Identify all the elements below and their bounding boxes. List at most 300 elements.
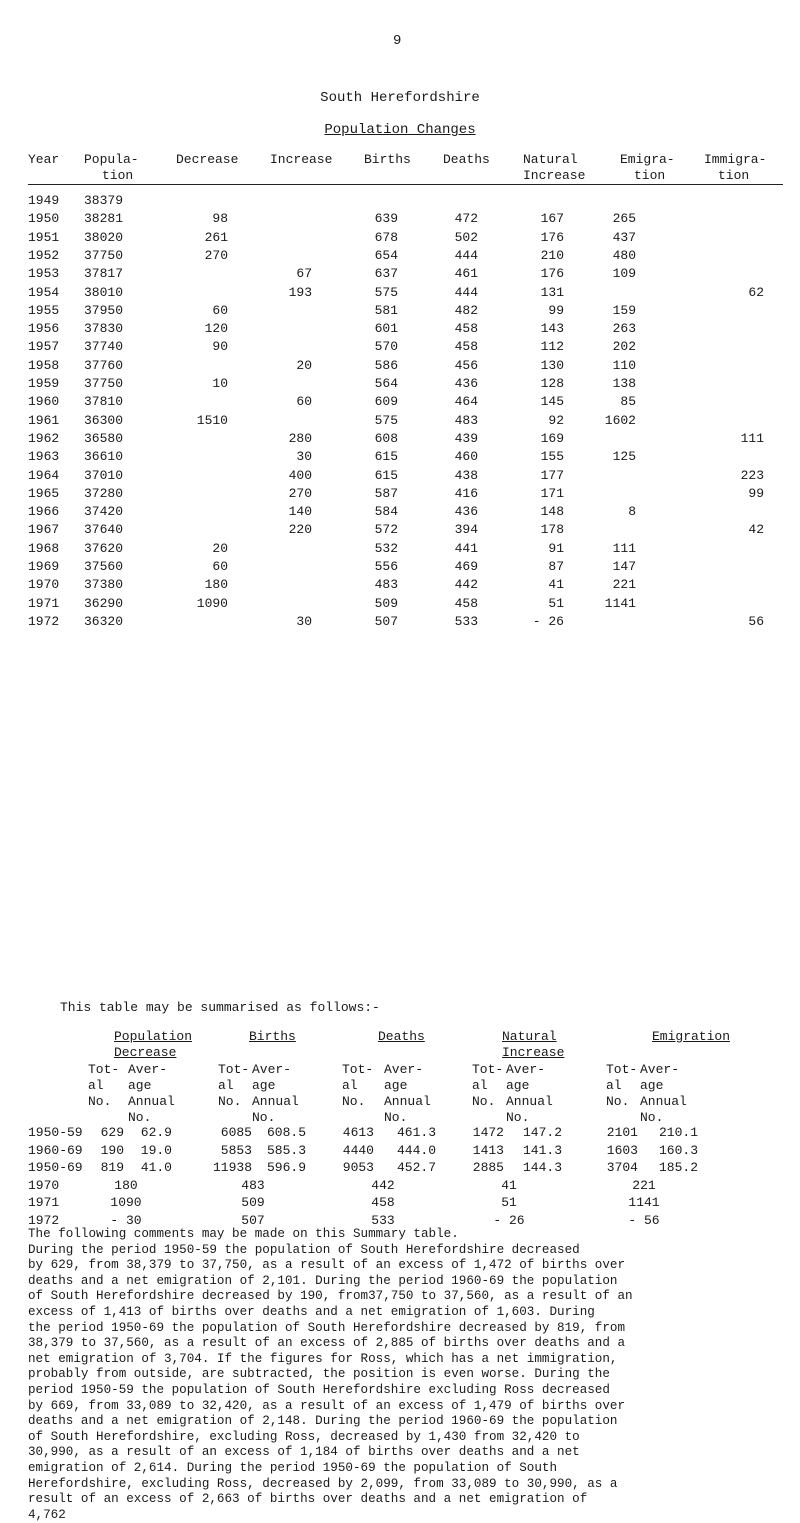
table-cell: 483 [454,412,478,428]
summary-row [0,1160,800,1178]
summary-cell: 160.3 [658,1142,698,1158]
table-row [0,285,800,303]
table-cell: 138 [612,376,636,391]
summary-cell: 442 [371,1177,395,1193]
summary-cell: 608.5 [266,1125,306,1140]
summary-cell: 1141 [628,1195,660,1210]
table-cell: 37640 [84,522,124,538]
table-cell: 37280 [84,485,124,501]
col-header-decrease: Decrease [176,152,239,167]
table-cell: 38379 [84,193,124,208]
table-cell: 112 [540,339,564,355]
summary-subheader-total [342,1062,373,1110]
table-cell: 556 [374,559,398,574]
table-cell: 608 [374,430,398,446]
col-header-immigration-line1: Immigra- [704,152,767,167]
summary-subheader-average-line: No. [128,1110,152,1125]
summary-cell: 509 [241,1195,265,1210]
summary-subheader-total-line: Tot- [606,1062,638,1077]
table-cell: 1964 [28,467,60,483]
summary-cell: 1960-69 [28,1142,83,1158]
summary-group-deaths: Deaths [378,1029,425,1044]
page-subtitle [0,122,800,138]
summary-subheader-average-line: Annual [252,1094,299,1109]
table-cell: 570 [374,339,398,355]
table-cell: 8 [628,504,636,520]
table-cell: 654 [374,247,398,263]
summary-subheader-average-line: No. [506,1110,530,1125]
table-cell: 482 [454,302,478,318]
table-cell: 36580 [84,430,124,446]
summary-row [0,1125,800,1143]
summary-cell: 144.3 [522,1160,562,1175]
table-cell: 458 [454,339,478,355]
col-header-natural-line1: Natural [523,152,578,167]
page-title: South Herefordshire [320,90,480,106]
summary-cell: 190 [100,1142,124,1158]
table-cell: 143 [540,321,564,337]
table-cell: 438 [454,467,478,483]
summary-subheader-average-line: Aver- [252,1062,292,1077]
summary-cell: 819 [100,1160,124,1175]
table-cell: 1090 [196,595,228,611]
table-cell: 37740 [84,339,124,355]
summary-subheader-total-line: No. [472,1094,496,1109]
summary-cell: 147.2 [522,1125,562,1140]
table-cell: 460 [454,449,478,465]
table-cell: 36610 [84,449,124,465]
summary-subheader-total-line: al [88,1078,104,1093]
table-row [0,596,800,614]
table-cell: 37830 [84,321,124,337]
table-row [0,358,800,376]
summary-subheader-average-line: age [128,1078,152,1093]
table-cell: 609 [374,394,398,410]
summary-cell: 533 [371,1212,395,1228]
table-cell: 637 [374,266,398,282]
table-cell: 575 [374,284,398,300]
summary-cell: 185.2 [658,1160,698,1175]
table-cell: 38020 [84,229,124,245]
table-cell: 37760 [84,357,124,373]
table-cell: 444 [454,284,478,300]
summary-subheader-average-line: age [506,1078,530,1093]
table-cell: 147 [612,559,636,574]
table-cell: 533 [454,613,478,629]
summary-cell: 1090 [110,1195,142,1210]
summary-subheader-average-line: Aver- [506,1062,546,1077]
table-cell: 130 [540,357,564,373]
summary-subheader-total-line: No. [218,1094,242,1109]
table-cell: 639 [374,211,398,227]
table-row [0,266,800,284]
table-cell: 60 [212,302,228,318]
table-cell: 99 [548,302,564,318]
summary-cell: 1972 [28,1212,60,1228]
summary-subheader-total-line: al [218,1078,234,1093]
table-cell: 1949 [28,193,60,208]
table-row [0,431,800,449]
table-row [0,230,800,248]
col-header-population-line1: Popula- [84,152,139,167]
summary-group-natural-line1: Natural [502,1029,557,1044]
summary-subheader-average-line: No. [252,1110,276,1125]
table-cell: 1971 [28,595,60,611]
table-row [0,468,800,486]
subtitle-text: Population Changes [324,122,476,138]
summary-cell: 1950-59 [28,1125,83,1140]
table-cell: 1602 [604,412,636,428]
summary-subheader-average-line: No. [384,1110,408,1125]
table-cell: 37380 [84,577,124,593]
table-cell: 167 [540,211,564,227]
summary-subheader-average [128,1062,175,1126]
summary-row [0,1195,800,1213]
summary-subheader-average-line: Aver- [384,1062,424,1077]
table-cell: 458 [454,595,478,611]
table-cell: 37620 [84,540,124,556]
table-row [0,339,800,357]
table-cell: 20 [212,540,228,556]
summary-subheader-average [640,1062,687,1126]
table-cell: 91 [548,540,564,556]
table-cell: 1141 [604,595,636,611]
table-cell: 564 [374,376,398,391]
table-cell: 37950 [84,302,124,318]
table-row [0,248,800,266]
summary-subheader-total-line: Tot- [88,1062,120,1077]
table-cell: 193 [288,284,312,300]
table-cell: 575 [374,412,398,428]
table-row [0,394,800,412]
col-header-immigration [704,152,766,184]
summary-cell: - 30 [110,1212,142,1228]
table-cell: 128 [540,376,564,391]
summary-subheader-average-line: Aver- [128,1062,168,1077]
table-cell: 1959 [28,376,60,391]
table-cell: 171 [540,485,564,501]
table-cell: 37010 [84,467,124,483]
table-cell: 458 [454,321,478,337]
table-cell: 36300 [84,412,124,428]
summary-subheader-total [218,1062,249,1110]
table-cell: 62 [748,284,764,300]
summary-group-natural [502,1029,564,1061]
table-row [0,504,800,522]
col-header-emigration-line2: tion [634,168,666,183]
table-row [0,193,800,211]
summary-cell: 629 [100,1125,124,1140]
table-row [0,559,800,577]
table-cell: 442 [454,577,478,593]
table-cell: 483 [374,577,398,593]
table-cell: 148 [540,504,564,520]
header-rule [28,184,783,185]
table-cell: 436 [454,504,478,520]
table-cell: 437 [612,229,636,245]
summary-subheader-total-line: al [472,1078,488,1093]
summary-subheader-total-line: al [342,1078,358,1093]
col-header-emigration-line1: Emigra- [620,152,675,167]
table-cell: 1968 [28,540,60,556]
summary-cell: 483 [241,1177,265,1193]
table-cell: 601 [374,321,398,337]
table-cell: 220 [288,522,312,538]
table-cell: 110 [612,357,636,373]
summary-subheader-total-line: No. [606,1094,630,1109]
summary-cell: 1950-69 [28,1160,83,1175]
table-cell: 223 [740,467,764,483]
table-cell: 678 [374,229,398,245]
summary-subheader-total [472,1062,503,1110]
table-cell: 439 [454,430,478,446]
summary-subheader-average-line: Annual [640,1094,687,1109]
summary-cell: 19.0 [140,1142,172,1158]
col-header-births: Births [364,152,411,167]
summary-cell: 452.7 [396,1160,436,1175]
table-cell: 37750 [84,376,124,391]
table-cell: 263 [612,321,636,337]
col-header-deaths: Deaths [443,152,490,167]
summary-subheader-total-line: Tot- [218,1062,250,1077]
summary-cell: 4440 [342,1142,374,1158]
table-row [0,486,800,504]
summary-cell: 2885 [472,1160,504,1175]
summary-cell: 596.9 [266,1160,306,1175]
table-cell: 1960 [28,394,60,410]
table-cell: 416 [454,485,478,501]
table-cell: 572 [374,522,398,538]
table-cell: 615 [374,449,398,465]
table-cell: 461 [454,266,478,282]
table-cell: 265 [612,211,636,227]
summary-group-population-line2: Decrease [114,1045,177,1060]
table-cell: 1510 [196,412,228,428]
table-cell: 1970 [28,577,60,593]
table-cell: 30 [296,449,312,465]
summary-subheader-average-line: age [252,1078,276,1093]
summary-row [0,1143,800,1161]
summary-group-natural-line2: Increase [502,1045,565,1060]
summary-cell: - 26 [493,1212,525,1228]
table-cell: 37750 [84,247,124,263]
summary-cell: 461.3 [396,1125,436,1140]
summary-subheader-total [88,1062,119,1110]
summary-cell: 507 [241,1212,265,1228]
summary-cell: 6085 [220,1125,252,1140]
table-cell: 1967 [28,522,60,538]
summary-cell: 62.9 [140,1125,172,1140]
summary-subheader-average [252,1062,299,1126]
table-row [0,577,800,595]
col-header-increase: Increase [270,152,333,167]
col-header-emigration [620,152,675,184]
table-cell: 111 [740,430,764,446]
summary-cell: 1970 [28,1177,60,1193]
table-cell: 1969 [28,559,60,574]
summary-subheader-average-line: Aver- [640,1062,680,1077]
col-header-natural-line2: Increase [523,168,586,183]
summary-cell: 11938 [212,1160,252,1175]
summary-subheader-total-line: Tot- [472,1062,504,1077]
table-cell: 30 [296,613,312,629]
summary-cell: 4613 [342,1125,374,1140]
table-cell: 1955 [28,302,60,318]
table-cell: 261 [204,229,228,245]
table-cell: 1962 [28,430,60,446]
table-cell: 111 [612,540,636,556]
table-cell: 67 [296,266,312,282]
summary-subheader-average-line: age [384,1078,408,1093]
table-cell: 280 [288,430,312,446]
col-header-natural-increase [523,152,585,184]
table-cell: 472 [454,211,478,227]
table-cell: 469 [454,559,478,574]
table-cell: 436 [454,376,478,391]
table-cell: 41 [548,577,564,593]
table-cell: 444 [454,247,478,263]
table-cell: 140 [288,504,312,520]
table-cell: 38281 [84,211,124,227]
summary-cell: 41 [501,1177,517,1193]
table-cell: 109 [612,266,636,282]
summary-group-population [114,1029,192,1061]
table-cell: 270 [204,247,228,263]
table-cell: 125 [612,449,636,465]
summary-cell: 3704 [606,1160,638,1175]
table-cell: 221 [612,577,636,593]
table-cell: 1953 [28,266,60,282]
table-cell: 90 [212,339,228,355]
table-cell: 178 [540,522,564,538]
summary-subheader-total-line: No. [342,1094,366,1109]
table-cell: 36320 [84,613,124,629]
summary-subheader-average-line: No. [640,1110,664,1125]
col-header-immigration-line2: tion [718,168,750,183]
table-cell: 1956 [28,321,60,337]
summary-cell: 5853 [220,1142,252,1158]
table-cell: 1957 [28,339,60,355]
table-cell: 1951 [28,229,60,245]
table-cell: 159 [612,302,636,318]
table-cell: 615 [374,467,398,483]
summary-subheader-total-line: al [606,1078,622,1093]
summary-subheader-average-line: Annual [384,1094,431,1109]
table-cell: 145 [540,394,564,410]
summary-cell: 221 [632,1177,656,1193]
summary-group-population-line1: Population [114,1029,193,1044]
table-cell: 176 [540,266,564,282]
col-header-population-line2: tion [102,168,134,183]
table-cell: 1965 [28,485,60,501]
summary-intro: This table may be summarised as follows:- [60,1000,380,1015]
summary-subheader-average-line: Annual [128,1094,175,1109]
table-cell: 441 [454,540,478,556]
table-cell: 37817 [84,266,124,282]
summary-group-births: Births [249,1029,296,1044]
table-cell: 180 [204,577,228,593]
table-cell: 176 [540,229,564,245]
table-cell: - 26 [532,613,564,629]
summary-cell: 585.3 [266,1142,306,1158]
table-row [0,541,800,559]
summary-subheader-average-line: age [640,1078,664,1093]
table-cell: 56 [748,613,764,629]
summary-cell: 1971 [28,1195,60,1210]
table-cell: 169 [540,430,564,446]
table-row [0,413,800,431]
table-cell: 60 [212,559,228,574]
table-row [0,321,800,339]
summary-subheader-average-line: Annual [506,1094,553,1109]
table-cell: 587 [374,485,398,501]
col-header-year: Year [28,152,60,167]
table-cell: 37560 [84,559,124,574]
table-cell: 87 [548,559,564,574]
summary-subheader-average [384,1062,431,1126]
table-cell: 85 [620,394,636,410]
table-cell: 36290 [84,595,124,611]
table-cell: 1958 [28,357,60,373]
table-cell: 120 [204,321,228,337]
table-cell: 99 [748,485,764,501]
table-cell: 1961 [28,412,60,428]
summary-row [0,1178,800,1196]
summary-group-emigration: Emigration [652,1029,731,1044]
table-cell: 210 [540,247,564,263]
table-cell: 394 [454,522,478,538]
table-cell: 464 [454,394,478,410]
summary-cell: 141.3 [522,1142,562,1158]
table-cell: 60 [296,394,312,410]
summary-cell: 444.0 [396,1142,436,1158]
table-cell: 98 [212,211,228,227]
summary-subheader-total-line: Tot- [342,1062,374,1077]
summary-cell: 51 [501,1195,517,1210]
table-cell: 37810 [84,394,124,410]
table-cell: 1972 [28,613,60,629]
table-cell: 532 [374,540,398,556]
table-cell: 131 [540,284,564,300]
table-cell: 456 [454,357,478,373]
table-cell: 1952 [28,247,60,263]
table-cell: 10 [212,376,228,391]
table-cell: 400 [288,467,312,483]
summary-subheader-average [506,1062,553,1126]
table-row [0,376,800,394]
summary-subheader-total-line: No. [88,1094,112,1109]
table-cell: 584 [374,504,398,520]
table-cell: 480 [612,247,636,263]
summary-cell: 2101 [606,1125,638,1140]
table-row [0,614,800,632]
summary-cell: 1472 [472,1125,504,1140]
commentary-text: The following comments may be made on this Summary table. During the period 1950-59 the population of South Herefordshire decreased by 629, from 38,379 to 37,750, as a result of an excess of 1,472 of births over deaths and a net emigration of 2,101. During the period 1960-69 the population of South Herefordshire decreased by 190, from37,750 to 37,560, as a result of an excess of 1,413 of births over deaths and a net emigration of 1,603. During the period 1950-69 the population of South Herefordshire decreased by 819, from 38,379 to 37,560, as a result of an excess of 2,885 of births over deaths and a net emigration of 3,704. If the figures for Ross, which has a net immigration, probably from outside, are subtracted, the position is even worse. During the period 1950-59 the population of South Herefordshire excluding Ross decreased by 669, from 33,089 to 32,420, as a result of an excess of 1,479 of births over deaths and a net emigration of 2,148. During the period 1960-69 the population of South Herefordshire, excluding Ross, decreased by 1,430 from 32,420 to 30,990, as a result of an excess of 1,184 of births over deaths and a net emigration of 2,614. During the period 1950-69 the population of South Herefordshire, excluding Ross, decreased by 2,099, from 33,089 to 30,990, as a result of an excess of 2,663 of births over deaths and a net emigration of 4,762 [28,1227,633,1522]
table-cell: 37420 [84,504,124,520]
summary-cell: 210.1 [658,1125,698,1140]
table-cell: 270 [288,485,312,501]
table-cell: 1950 [28,211,60,227]
table-row [0,211,800,229]
table-cell: 42 [748,522,764,538]
summary-cell: 1603 [606,1142,638,1158]
table-cell: 509 [374,595,398,611]
summary-cell: 41.0 [140,1160,172,1175]
table-cell: 177 [540,467,564,483]
table-cell: 581 [374,302,398,318]
table-cell: 1966 [28,504,60,520]
table-cell: 92 [548,412,564,428]
